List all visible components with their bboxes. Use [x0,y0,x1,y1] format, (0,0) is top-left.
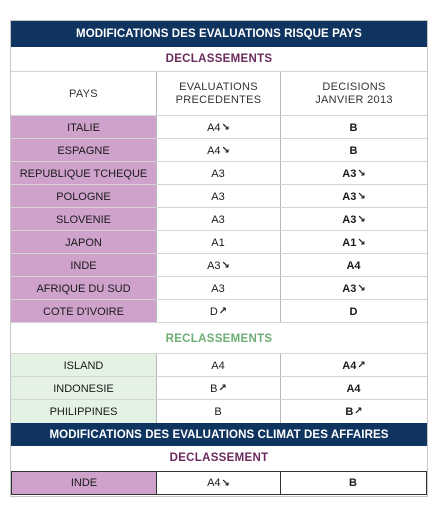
arrow-down-right-icon: ↘ [221,260,230,271]
table-row [11,399,427,423]
arrow-down-right-icon: ↘ [221,477,230,489]
previous-rating-cell [156,162,280,185]
previous-rating-cell [156,139,280,162]
table-row [11,115,427,139]
country-cell: PHILIPPINES [11,400,156,423]
country-cell: INDONESIE [11,377,156,400]
header-decision-line2: JANVIER 2013 [315,94,393,106]
decision-rating: B [349,144,358,157]
previous-rating-cell [156,254,280,277]
previous-rating: B [214,405,222,418]
decision-rating: A3 [342,190,357,203]
decision-rating: B [345,405,354,418]
previous-rating: B [210,382,218,395]
previous-rating: A4 [207,477,221,489]
business-title: MODIFICATIONS DES EVALUATIONS CLIMAT DES AFFAIRES [49,428,389,441]
previous-rating-cell [156,471,280,495]
arrow-down-right-icon: ↘ [221,122,230,133]
decision-rating: B [349,121,358,134]
arrow-up-right-icon: ↗ [218,306,228,317]
business-downgrade-heading [11,446,427,470]
downgrades-section-label: DECLASSEMENTS [165,53,273,65]
decision-rating-cell [280,377,427,400]
arrow-down-right-icon: ↘ [357,237,366,248]
upgrades-section-heading [11,322,427,354]
risk-title: MODIFICATIONS DES EVALUATIONS RISQUE PAYS [76,28,362,40]
country-cell: ISLAND [11,354,156,377]
previous-rating: A3 [211,167,225,180]
downgrades-section-heading [11,47,427,71]
previous-rating-cell [156,354,280,377]
country-cell: POLOGNE [11,185,156,208]
table-row [11,376,427,400]
previous-rating: A3 [207,259,221,272]
previous-rating: A3 [211,213,225,226]
decision-rating: A4 [346,259,361,272]
arrow-up-right-icon: ↗ [354,406,363,417]
header-decision [280,72,427,116]
decision-rating-cell [280,277,427,300]
country-cell: INDE [11,254,156,277]
decision-rating: A1 [342,236,357,249]
arrow-down-right-icon: ↘ [357,283,366,294]
previous-rating: A4 [211,359,225,372]
column-header-row [11,71,427,116]
previous-rating: A4 [207,144,221,157]
rating-table [10,20,428,497]
table-row [11,138,427,162]
risk-title-banner [11,21,427,47]
previous-rating: A4 [207,121,221,134]
business-title-banner [11,423,427,446]
previous-rating: D [209,305,218,318]
decision-rating-cell [280,300,427,323]
decision-rating: A3 [342,167,357,180]
decision-rating-cell [280,185,427,208]
arrow-down-right-icon: ↘ [221,145,230,156]
arrow-up-right-icon: ↗ [357,360,366,371]
arrow-down-right-icon: ↘ [357,214,366,225]
decision-rating: B [349,477,357,489]
decision-rating-cell [280,400,427,423]
previous-rating: A1 [211,236,225,249]
country-cell: ESPAGNE [11,139,156,162]
table-row [11,230,427,254]
decision-rating: D [349,305,358,318]
country-cell: JAPON [11,231,156,254]
decision-rating-cell [280,116,427,139]
decision-rating-cell [280,208,427,231]
table-row [11,299,427,323]
table-row [11,207,427,231]
header-previous [156,72,280,116]
previous-rating-cell [156,400,280,423]
table-row [11,161,427,185]
header-previous-line1: EVALUATIONS [179,81,258,93]
header-country [11,72,156,116]
previous-rating-cell [156,277,280,300]
table-row [11,253,427,277]
decision-rating-cell [280,231,427,254]
previous-rating-cell [156,231,280,254]
previous-rating-cell [156,185,280,208]
previous-rating: A3 [211,190,225,203]
decision-rating: A3 [342,282,357,295]
previous-rating-cell [156,208,280,231]
arrow-down-right-icon: ↘ [357,191,366,202]
country-cell: REPUBLIQUE TCHEQUE [11,162,156,185]
decision-rating-cell [280,471,427,495]
header-previous-line2: PRECEDENTES [175,94,262,106]
business-downgrade-label: DECLASSEMENT [169,452,269,464]
table-row [11,276,427,300]
previous-rating-cell [156,300,280,323]
table-row [11,184,427,208]
country-cell: COTE D'IVOIRE [11,300,156,323]
decision-rating: A3 [342,213,357,226]
decision-rating-cell [280,354,427,377]
table-row [11,353,427,377]
previous-rating-cell [156,116,280,139]
upgrades-section-label: RECLASSEMENTS [165,332,273,345]
country-cell: AFRIQUE DU SUD [11,277,156,300]
country-cell: SLOVENIE [11,208,156,231]
table-row [11,471,427,495]
decision-rating-cell [280,162,427,185]
decision-rating-cell [280,139,427,162]
arrow-up-right-icon: ↗ [218,383,227,394]
country-cell: ITALIE [11,116,156,139]
country-cell: INDE [11,471,156,495]
decision-rating: A4 [342,359,357,372]
header-decision-line1: DECISIONS [322,81,386,93]
decision-rating-cell [280,254,427,277]
previous-rating: A3 [211,282,225,295]
decision-rating: A4 [346,382,361,395]
arrow-down-right-icon: ↘ [357,168,366,179]
header-country-label: PAYS [69,87,98,100]
previous-rating-cell [156,377,280,400]
